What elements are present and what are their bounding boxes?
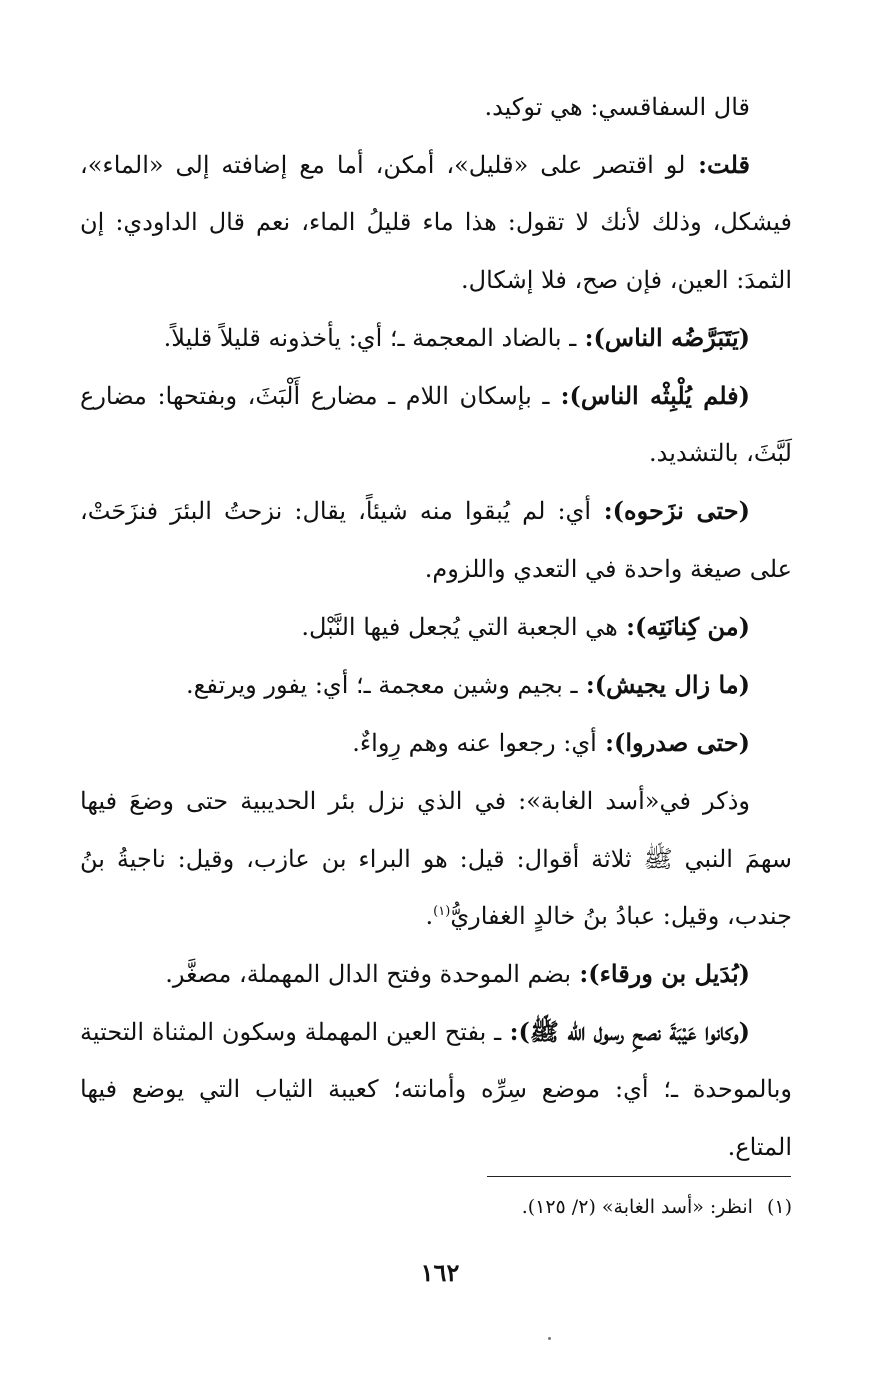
paragraph-6 <box>80 598 792 656</box>
footnote-number: (١) <box>766 1196 792 1218</box>
paragraph-2 <box>80 136 792 309</box>
paragraph-text: هي الجعبة التي يُجعل فيها النَّبْل. <box>301 612 618 641</box>
paragraph-5 <box>80 482 792 597</box>
paragraph-lead: (فلم يُلْبِثْه الناس): <box>549 381 750 411</box>
page-number: ١٦٢ <box>420 1258 460 1287</box>
paragraph-10 <box>80 945 792 1003</box>
paragraph-lead: (يَتَبَرَّضُه الناس): <box>576 322 750 352</box>
paragraph-text: أي: لم يُبقوا منه شيئاً، يقال: نزحتُ البئرَ فنزَحَتْ، على صيغة واحدة في التعدي واللزوم. <box>80 497 792 583</box>
paragraph-text: وذكر في«أسد الغابة»: في الذي نزل بئر الحديبية حتى وضعَ فيها سهمَ النبي ﷺ ثلاثة أقوال: قيل: هو البراء بن عازب، وقيل: ناجيةُ بنُ جندب، وقيل: عبادُ بنُ خالدٍ الغفاريُّ <box>80 787 792 930</box>
paragraph-lead: قلت: <box>685 150 751 180</box>
paragraph-11 <box>80 1003 792 1176</box>
paragraph-text: ـ بإسكان اللام ـ مضارع أَلْبَثَ، وبفتحها: مضارع لَبَّثَ، بالتشديد. <box>80 382 792 468</box>
paragraph-lead: (وكانوا عَيْبَةَ نصحِ رسول الله ﷺ): <box>501 1017 750 1047</box>
paragraph-lead: (حتى صدروا): <box>596 728 750 758</box>
paragraph-text: أي: رجعوا عنه وهم رِواءٌ. <box>352 729 597 758</box>
paragraph-4 <box>80 367 792 482</box>
paragraph-8 <box>80 714 792 772</box>
paragraph-text: ـ بالضاد المعجمة ـ؛ أي: يأخذونه قليلاً قليلاً. <box>163 323 577 352</box>
paragraph-text: ـ بفتح العين المهملة وسكون المثناة التحتية وبالموحدة ـ؛ أي: موضع سِرِّه وأمانته؛ كعيبة الثياب التي يوضع فيها المتاع. <box>80 1018 792 1161</box>
paragraph-tail: . <box>425 901 434 930</box>
footnote-marker[interactable]: (١) <box>433 903 451 919</box>
paragraph-lead: (ما زال يجيش): <box>577 670 750 700</box>
paragraph-text: بضم الموحدة وفتح الدال المهملة، مصغَّر. <box>165 960 572 989</box>
footnote <box>80 1192 792 1222</box>
paragraph-9 <box>80 772 792 945</box>
main-text <box>80 78 792 1176</box>
paragraph-text: ـ بجيم وشين معجمة ـ؛ أي: يفور ويرتفع. <box>186 671 578 700</box>
scan-speck <box>548 1337 551 1340</box>
paragraph-text: قال السفاقسي: هي توكيد. <box>484 93 750 121</box>
paragraph-7 <box>80 656 792 714</box>
paragraph-1 <box>80 78 792 136</box>
paragraph-lead: (بُدَيل بن ورقاء): <box>571 959 750 989</box>
paragraph-lead: (حتى نزَحوه): <box>591 496 750 526</box>
paragraph-lead: (من كِنانَتِه): <box>617 611 750 641</box>
footnote-text: انظر: «أسد الغابة» (٢/ ١٢٥). <box>521 1196 753 1218</box>
footnote-separator <box>487 1176 791 1177</box>
paragraph-3 <box>80 309 792 367</box>
paragraph-text: لو اقتصر على «قليل»، أمكن، أما مع إضافته إلى «الماء»، فيشكل، وذلك لأنك لا تقول: هذا ماء قليلُ الماء، نعم قال الداودي: إن الثمدَ: العين، فإن صح، فلا إشكال. <box>80 151 792 294</box>
